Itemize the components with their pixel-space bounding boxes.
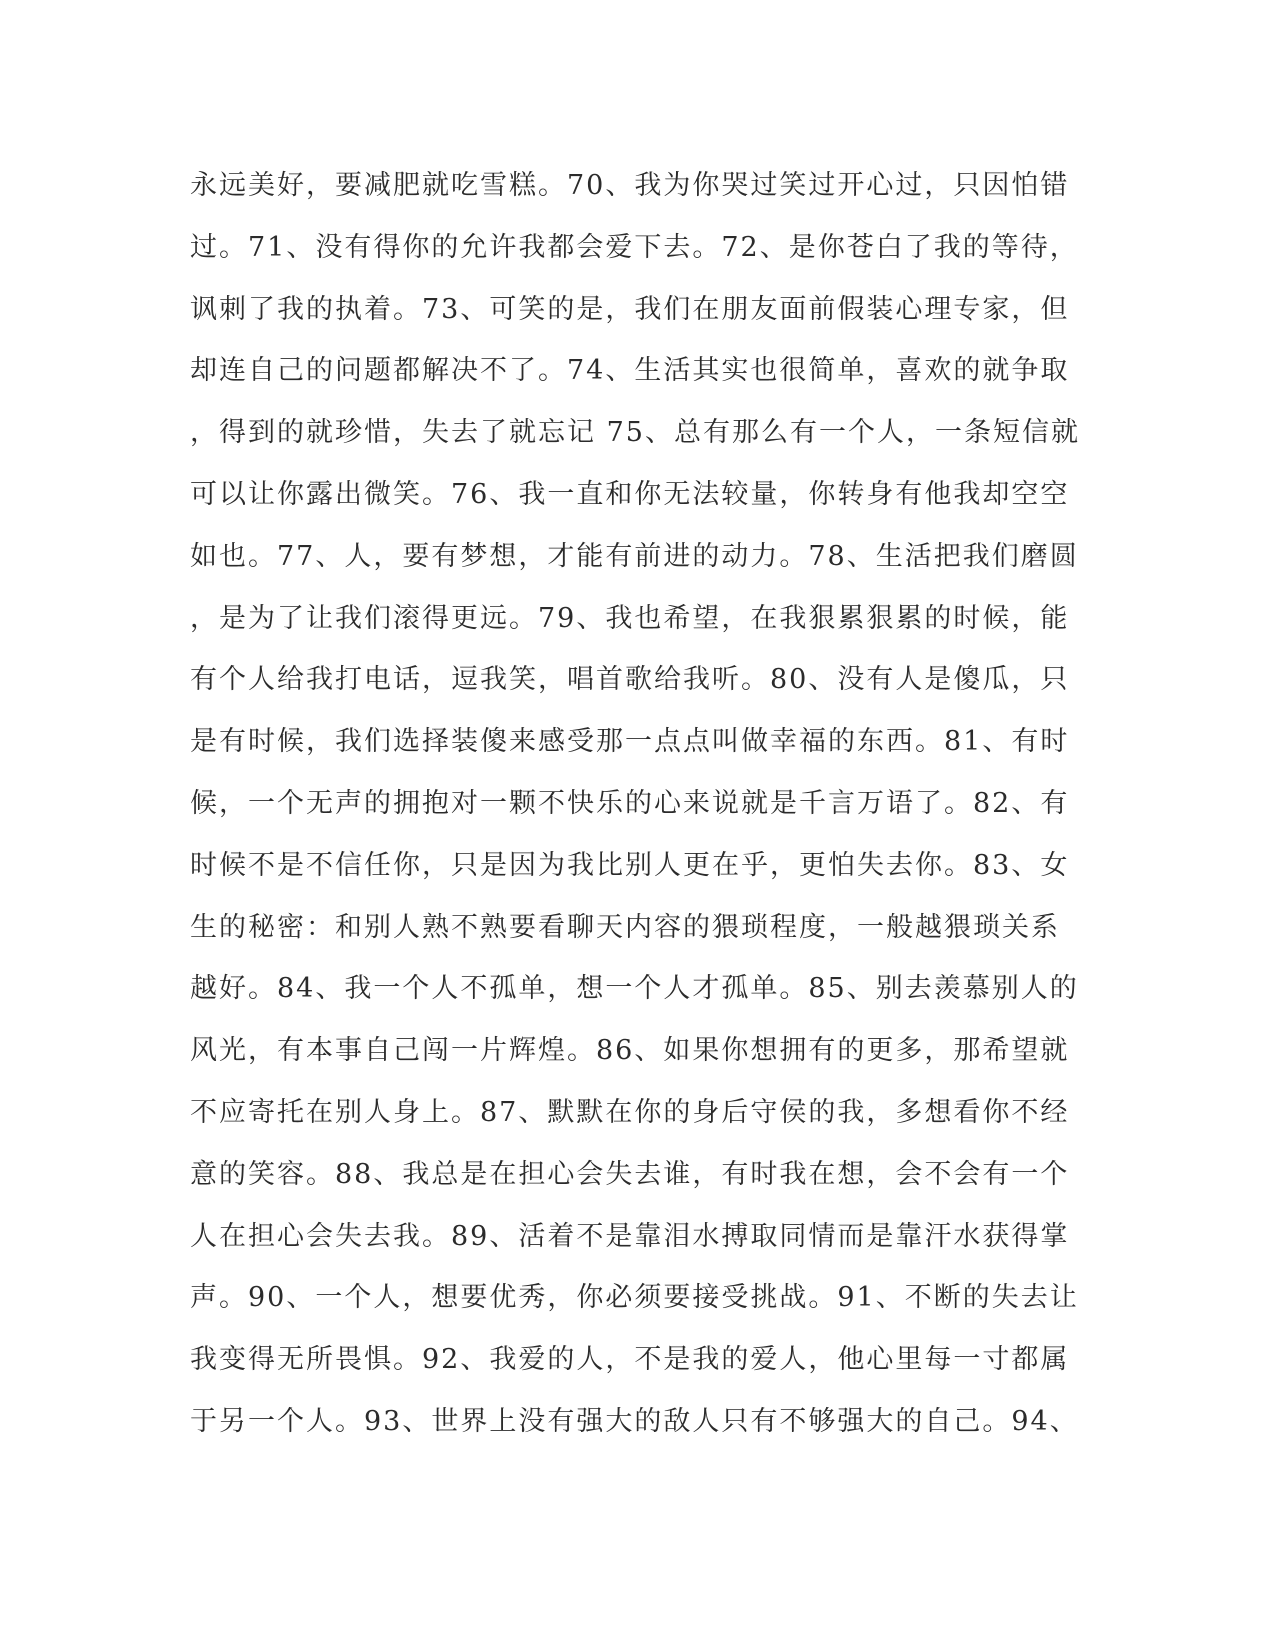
text-line: 是有时候，我们选择装傻来感受那一点点叫做幸福的东西。81、有时 [190,726,1070,758]
body-text [190,166,1080,1464]
text-line: 永远美好，要减肥就吃雪糕。70、我为你哭过笑过开心过，只因怕错 [190,170,1070,201]
text-line: 人在担心会失去我。89、活着不是靠泪水搏取同情而是靠汗水获得掌 [190,1220,1070,1252]
text-line: 声。90、一个人，想要优秀，你必须要接受挑战。91、不断的失去让 [190,1282,1079,1314]
text-line: 不应寄托在别人身上。87、默默在你的身后守侯的我，多想看你不经 [190,1096,1070,1128]
text-line: 可以让你露出微笑。76、我一直和你无法较量，你转身有他我却空空 [190,478,1070,510]
text-line: 我变得无所畏惧。92、我爱的人，不是我的爱人，他心里每一寸都属 [190,1344,1070,1376]
text-line: 生的秘密：和别人熟不熟要看聊天内容的猥琐程度，一般越猥琐关系 [190,911,1060,943]
text-line: 意的笑容。88、我总是在担心会失去谁，有时我在想，会不会有一个 [190,1158,1070,1190]
text-line: 讽刺了我的执着。73、可笑的是，我们在朋友面前假装心理专家，但 [190,293,1070,325]
text-line: 候，一个无声的拥抱对一颗不快乐的心来说就是千言万语了。82、有 [190,787,1070,819]
text-line: ，是为了让我们滚得更远。79、我也希望，在我狠累狠累的时候，能 [190,602,1070,634]
text-line: 却连自己的问题都解决不了。74、生活其实也很简单，喜欢的就争取 [190,355,1070,387]
text-line: 风光，有本事自己闯一片辉煌。86、如果你想拥有的更多，那希望就 [190,1035,1070,1067]
text-line: 过。71、没有得你的允许我都会爱下去。72、是你苍白了我的等待， [190,231,1079,263]
text-line: 有个人给我打电话，逗我笑，唱首歌给我听。80、没有人是傻瓜，只 [190,664,1070,696]
text-line: 如也。77、人，要有梦想，才能有前进的动力。78、生活把我们磨圆 [190,540,1079,572]
text-line: 于另一个人。93、世界上没有强大的敌人只有不够强大的自己。94、 [190,1405,1079,1437]
text-line: ，得到的就珍惜，失去了就忘记 75、总有那么有一个人，一条短信就 [190,417,1080,449]
text-line: 时候不是不信任你，只是因为我比别人更在乎，更怕失去你。83、女 [190,849,1070,881]
text-line: 越好。84、我一个人不孤单，想一个人才孤单。85、别去羡慕别人的 [190,973,1079,1005]
